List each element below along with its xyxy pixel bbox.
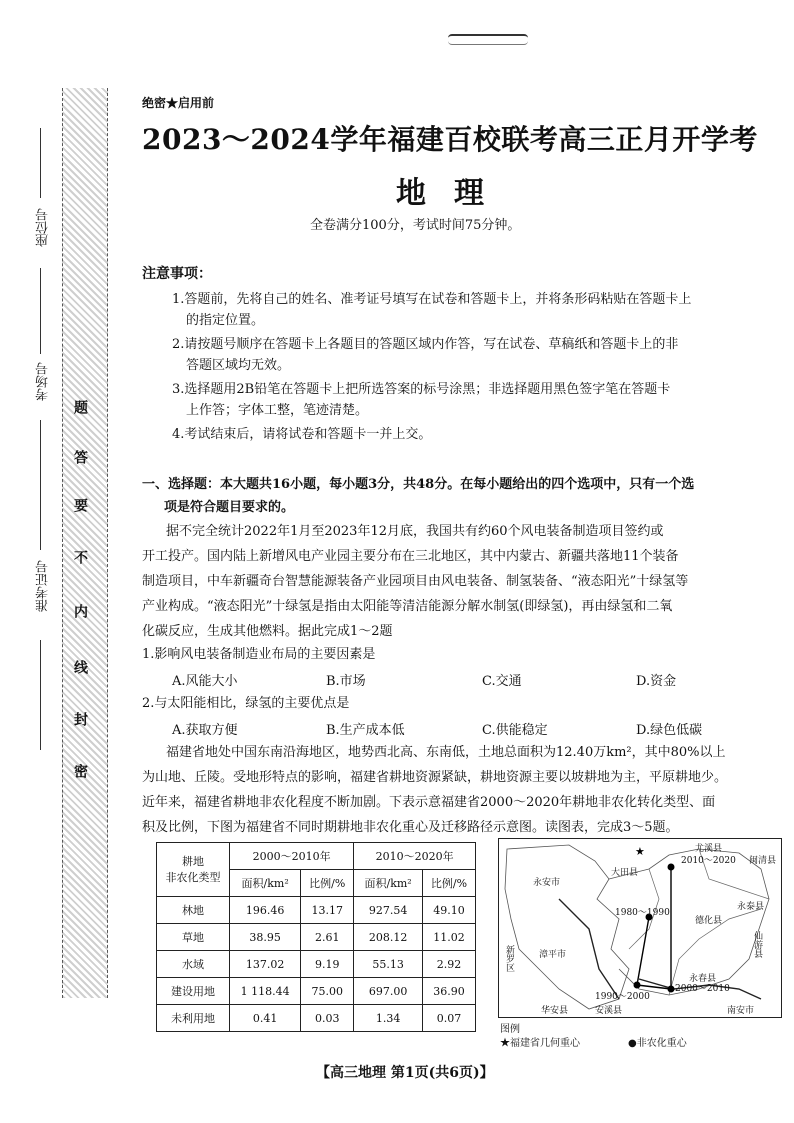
passage-line: 近年来，福建省耕地非农化程度不断加剧。下表示意福建省2000～2020年耕地非农化转化类型、面 [142,795,716,810]
section-heading-cont: 项是符合题目要求的。 [164,500,295,515]
legend-geometric-center: ★福建省几何重心 [500,1038,580,1049]
table-cell: 0.41 [230,1005,301,1032]
table-period: 2000～2010年 [230,843,354,870]
geometric-center-star: ★ [635,845,645,858]
center-point [634,982,641,989]
option-c: C.交通 [482,674,522,689]
option-c: C.供能稳定 [482,723,548,738]
table-cell: 11.02 [422,924,475,951]
map-label: 仙游县 [752,931,762,958]
table-cell: 2.92 [422,951,475,978]
notice-line: 的指定位置。 [186,313,265,328]
table-cell: 13.17 [301,897,354,924]
table-cell: 0.07 [422,1005,475,1032]
seal-char: 内 [72,604,88,618]
subject-title: 地理 [396,176,512,211]
map-label: 永春县 [689,974,717,984]
passage-line: 积及比例，下图为福建省不同时期耕地非农化重心及迁移路径示意图。读图表，完成3～5题。 [142,820,679,835]
notice-heading: 注意事项： [142,266,212,282]
map-label: 闽清县 [749,856,777,866]
table-cell: 1 118.44 [230,978,301,1005]
option-b: B.生产成本低 [326,723,405,738]
table-cell: 建设用地 [157,978,230,1005]
notice-line: 上作答；字体工整，笔迹清楚。 [186,403,369,418]
map-label: 华安县 [541,1006,569,1016]
page-footer: 【高三地理 第1页(共6页)】 [316,1065,494,1081]
notice-line: 1.答题前，先将自己的姓名、准考证号填写在试卷和答题卡上，并将条形码粘贴在答题卡上 [172,292,692,307]
table-cell: 208.12 [354,924,423,951]
table-period: 2010～2020年 [354,843,476,870]
confidential-label: 绝密★启用前 [142,96,215,110]
seal-char: 题 [72,400,88,414]
table-cell: 0.03 [301,1005,354,1032]
passage-line: 产业构成。“液态阳光”十绿氢是指由太阳能等清洁能源分解水制氢(即绿氢)，再由绿氢和二氧 [142,599,673,614]
table-cell: 未利用地 [157,1005,230,1032]
map-label: 永泰县 [737,902,765,912]
seal-char: 线 [72,660,88,674]
table-corner-bottom: 非农化类型 [165,870,221,884]
map-period-label: 2010～2020 [681,856,736,866]
table-row [157,897,476,924]
field-line [40,640,41,750]
table-cell: 36.90 [422,978,475,1005]
table-cell: 草地 [157,924,230,951]
table-cell: 196.46 [230,897,301,924]
table-cell: 55.13 [354,951,423,978]
exam-title: 2023～2024学年福建百校联考高三正月开学考 [142,123,758,156]
seal-char: 要 [72,498,88,512]
admission-number-label: 准考证号 [36,560,51,612]
table-cell: 38.95 [230,924,301,951]
table-cell: 75.00 [301,978,354,1005]
table-cell: 927.54 [354,897,423,924]
table-row [157,978,476,1005]
table-row [157,1005,476,1032]
table-row [157,951,476,978]
passage-line: 开工投产。国内陆上新增风电产业园主要分布在三北地区，其中内蒙古、新疆共落地11个装备 [142,549,679,564]
center-point [668,864,675,871]
map-label: 新罗区 [504,945,514,972]
field-line [40,268,41,354]
map-period-label: 2000～2010 [675,984,730,994]
table-subheader: 面积/km² [230,870,301,897]
option-a: A.风能大小 [172,674,238,689]
seal-char: 答 [72,450,88,464]
table-cell: 697.00 [354,978,423,1005]
option-a: A.获取方便 [172,723,238,738]
map-label: 安溪县 [595,1006,623,1016]
map-label: 漳平市 [539,950,567,960]
field-line [40,420,41,550]
river [559,899,619,999]
table-subheader: 比例/% [422,870,475,897]
seal-char: 不 [72,550,88,564]
table-cell: 137.02 [230,951,301,978]
binding-gutter [62,88,108,998]
table-cell: 9.19 [301,951,354,978]
table-subheader: 面积/km² [354,870,423,897]
map-label: 大田县 [611,868,639,878]
passage-line: 制造项目，中车新疆奇台智慧能源装备产业园项目由风电装备、制氢装备、“液态阳光”十绿氢等 [142,574,689,589]
table-cell: 1.34 [354,1005,423,1032]
table-corner-top: 耕地 [182,854,204,868]
map-label: 尤溪县 [695,844,723,854]
seal-char: 密 [72,764,88,778]
exam-room-label: 考场号 [36,362,51,401]
migration-path [637,917,649,985]
map-period-label: 1990～2000 [595,992,650,1002]
notice-line: 答题区域均无效。 [186,358,291,373]
center-point [668,986,675,993]
option-b: B.市场 [326,674,366,689]
seal-char: 封 [72,712,88,726]
table-row [157,924,476,951]
legend-nonagri-center: ●非农化重心 [628,1038,687,1049]
notice-line: 2.请按题号顺序在答题卡上各题目的答题区域内作答，写在试卷、草稿纸和答题卡上的非 [172,337,679,352]
passage-line: 据不完全统计2022年1月至2023年12月底，我国共有约60个风电装备制造项目签约或 [166,524,664,539]
option-d: D.资金 [636,674,677,689]
table-subheader: 比例/% [301,870,354,897]
land-conversion-table [156,842,476,1032]
map-label: 德化县 [695,916,723,926]
exam-note: 全卷满分100分，考试时间75分钟。 [310,218,521,233]
question-stem: 1.影响风电装备制造业布局的主要因素是 [142,647,376,662]
option-d: D.绿色低碳 [636,723,703,738]
table-cell: 林地 [157,897,230,924]
map-period-label: 1980～1990 [615,908,670,918]
passage-line: 福建省地处中国东南沿海地区，地势西北高、东南低，土地总面积为12.40万km²，其中80%以上 [166,745,726,760]
notice-line: 4.考试结束后，请将试卷和答题卡一并上交。 [172,427,432,442]
top-decoration [448,34,528,45]
section-heading: 一、选择题：本大题共16小题，每小题3分，共48分。在每小题给出的四个选项中，只有一个选 [142,477,695,492]
seat-number-label: 座位号 [36,208,51,247]
map-label: 永安市 [533,878,561,888]
notice-line: 3.选择题用2B铅笔在答题卡上把所选答案的标号涂黑；非选择题用黑色签字笔在答题卡 [172,382,671,397]
question-stem: 2.与太阳能相比，绿氢的主要优点是 [142,696,350,711]
table-cell: 水域 [157,951,230,978]
passage-line: 化碳反应，生成其他燃料。据此完成1～2题 [142,624,393,639]
gravity-center-map [498,838,782,1018]
legend-title: 图例 [500,1024,520,1035]
table-cell: 49.10 [422,897,475,924]
field-line [40,128,41,198]
table-cell: 2.61 [301,924,354,951]
passage-line: 为山地、丘陵。受地形特点的影响，福建省耕地资源紧缺，耕地资源主要以坡耕地为主，平原耕地少。 [142,770,728,785]
map-label: 南安市 [727,1006,755,1016]
